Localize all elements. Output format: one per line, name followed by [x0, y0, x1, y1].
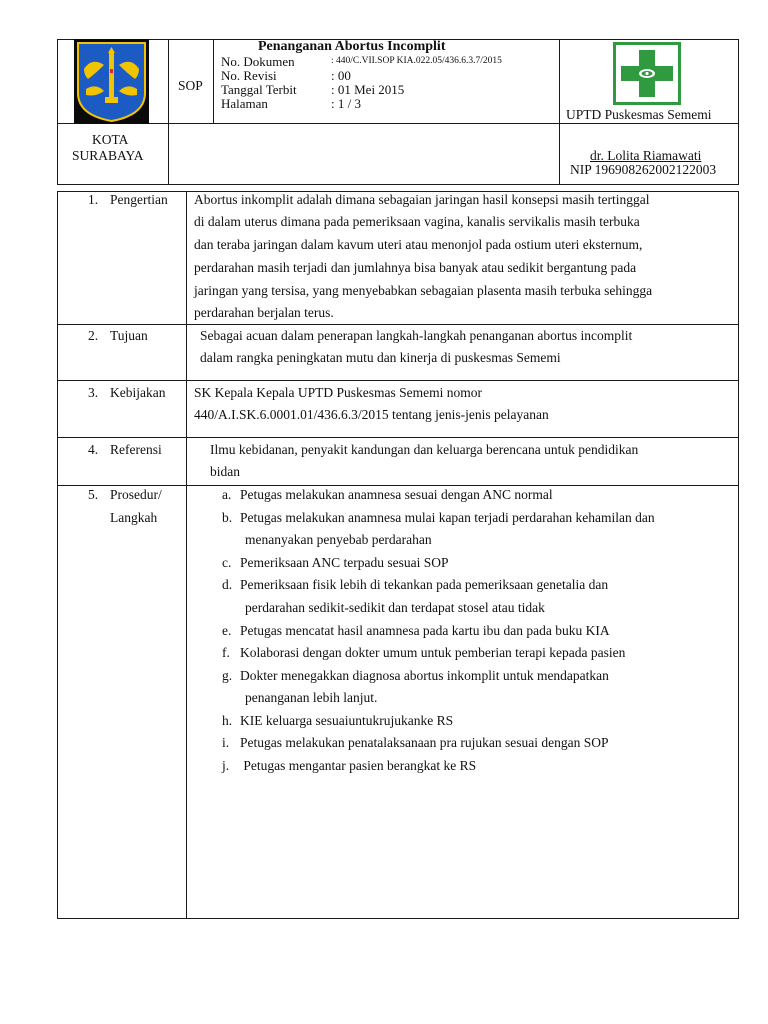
- paragraph-line: jaringan yang tersisa, yang menyebabkan sebagaian plasenta masih terbuka sehingga: [194, 283, 653, 298]
- list-marker: h.: [222, 713, 233, 728]
- city-line-2: SURABAYA: [72, 148, 144, 163]
- sop-label: SOP: [178, 78, 203, 93]
- meta-value-dokumen: : 440/C.VII.SOP KIA.022.05/436.6.3.7/2015: [331, 56, 502, 66]
- meta-label-tanggal: Tanggal Terbit: [221, 82, 297, 97]
- paragraph-line: perdarahan masih terjadi dan jumlahnya bisa banyak atau sedikit bergantung pada: [194, 260, 637, 275]
- paragraph-line: Ilmu kebidanan, penyakit kandungan dan keluarga berencana untuk pendidikan: [210, 442, 639, 457]
- section-label: Referensi: [110, 442, 162, 457]
- list-item-text: Kolaborasi dengan dokter umum untuk pemberian terapi kepada pasien: [240, 645, 626, 660]
- list-item-text: Petugas mengantar pasien berangkat ke RS: [240, 758, 477, 773]
- paragraph-line: SK Kepala Kepala UPTD Puskesmas Sememi nomor: [194, 385, 482, 400]
- list-item-text: Pemeriksaan fisik lebih di tekankan pada pemeriksaan genetalia dan: [240, 577, 609, 592]
- signer-name: dr. Lolita Riamawati: [590, 148, 702, 163]
- paragraph-line: perdarahan berjalan terus.: [194, 305, 334, 320]
- paragraph-line: Abortus inkomplit adalah dimana sebagaian jaringan hasil konsepsi masih tertinggal: [194, 192, 650, 207]
- list-item-text: KIE keluarga sesuaiuntukrujukanke RS: [240, 713, 454, 728]
- list-item-text: Dokter menegakkan diagnosa abortus inkomplit untuk mendapatkan: [240, 668, 609, 683]
- list-marker: g.: [222, 668, 233, 683]
- paragraph-line: 440/A.I.SK.6.0001.01/436.6.3/2015 tentang jenis-jenis pelayanan: [194, 407, 549, 422]
- list-item-text: Pemeriksaan ANC terpadu sesuai SOP: [240, 555, 449, 570]
- paragraph-line: bidan: [210, 464, 240, 479]
- section-number: 5.: [88, 487, 99, 502]
- city-crest-icon: [74, 39, 149, 124]
- section-number: 3.: [88, 385, 99, 400]
- list-item-text: Petugas melakukan anamnesa mulai kapan terjadi perdarahan kehamilan dan: [240, 510, 655, 525]
- list-marker: d.: [222, 577, 233, 592]
- signer-nip: NIP 196908262002122003: [570, 162, 717, 177]
- section-label: Pengertian: [110, 192, 168, 207]
- paragraph-line: dan teraba jaringan dalam kavum uteri atau menonjol pada ostium uteri eksternum,: [194, 237, 643, 252]
- document-title: Penanganan Abortus Incomplit: [258, 39, 446, 54]
- section-label: Kebijakan: [110, 385, 166, 400]
- list-marker: c.: [222, 555, 232, 570]
- section-number: 2.: [88, 328, 99, 343]
- section-label: Prosedur/: [110, 487, 162, 502]
- meta-value-revisi: : 00: [331, 68, 351, 83]
- list-item-text: Petugas melakukan anamnesa sesuai dengan ANC normal: [240, 487, 553, 502]
- list-item-text: Petugas mencatat hasil anamnesa pada kartu ibu dan pada buku KIA: [240, 623, 610, 638]
- section-number: 4.: [88, 442, 99, 457]
- list-marker: a.: [222, 487, 232, 502]
- list-item-text: penanganan lebih lanjut.: [245, 690, 378, 705]
- section-label: Tujuan: [110, 328, 148, 343]
- meta-label-revisi: No. Revisi: [221, 68, 277, 83]
- paragraph-line: dalam rangka peningkatan mutu dan kinerja di puskesmas Sememi: [200, 350, 561, 365]
- org-name: UPTD Puskesmas Sememi: [566, 107, 712, 122]
- section-label: Langkah: [110, 510, 158, 525]
- puskesmas-logo: [613, 42, 681, 105]
- city-line-1: KOTA: [92, 132, 129, 147]
- paragraph-line: Sebagai acuan dalam penerapan langkah-langkah penanganan abortus incomplit: [200, 328, 633, 343]
- section-number: 1.: [88, 192, 99, 207]
- list-marker: i.: [222, 735, 230, 750]
- paragraph-line: di dalam uterus dimana pada pemeriksaan vagina, kanalis servikalis masih terbuka: [194, 214, 640, 229]
- list-marker: e.: [222, 623, 232, 638]
- meta-value-tanggal: : 01 Mei 2015: [331, 82, 405, 97]
- list-item-text: perdarahan sedikit-sedikit dan terdapat stosel atau tidak: [245, 600, 545, 615]
- list-marker: f.: [222, 645, 230, 660]
- surabaya-emblem: [74, 39, 149, 124]
- list-marker: b.: [222, 510, 233, 525]
- list-item-text: menanyakan penyebab perdarahan: [245, 532, 432, 547]
- list-item-text: Petugas melakukan penatalaksanaan pra rujukan sesuai dengan SOP: [240, 735, 609, 750]
- health-cross-icon: [613, 42, 681, 105]
- meta-value-halaman: : 1 / 3: [331, 96, 361, 111]
- meta-label-halaman: Halaman: [221, 96, 268, 111]
- meta-label-dokumen: No. Dokumen: [221, 54, 295, 69]
- list-marker: j.: [222, 758, 230, 773]
